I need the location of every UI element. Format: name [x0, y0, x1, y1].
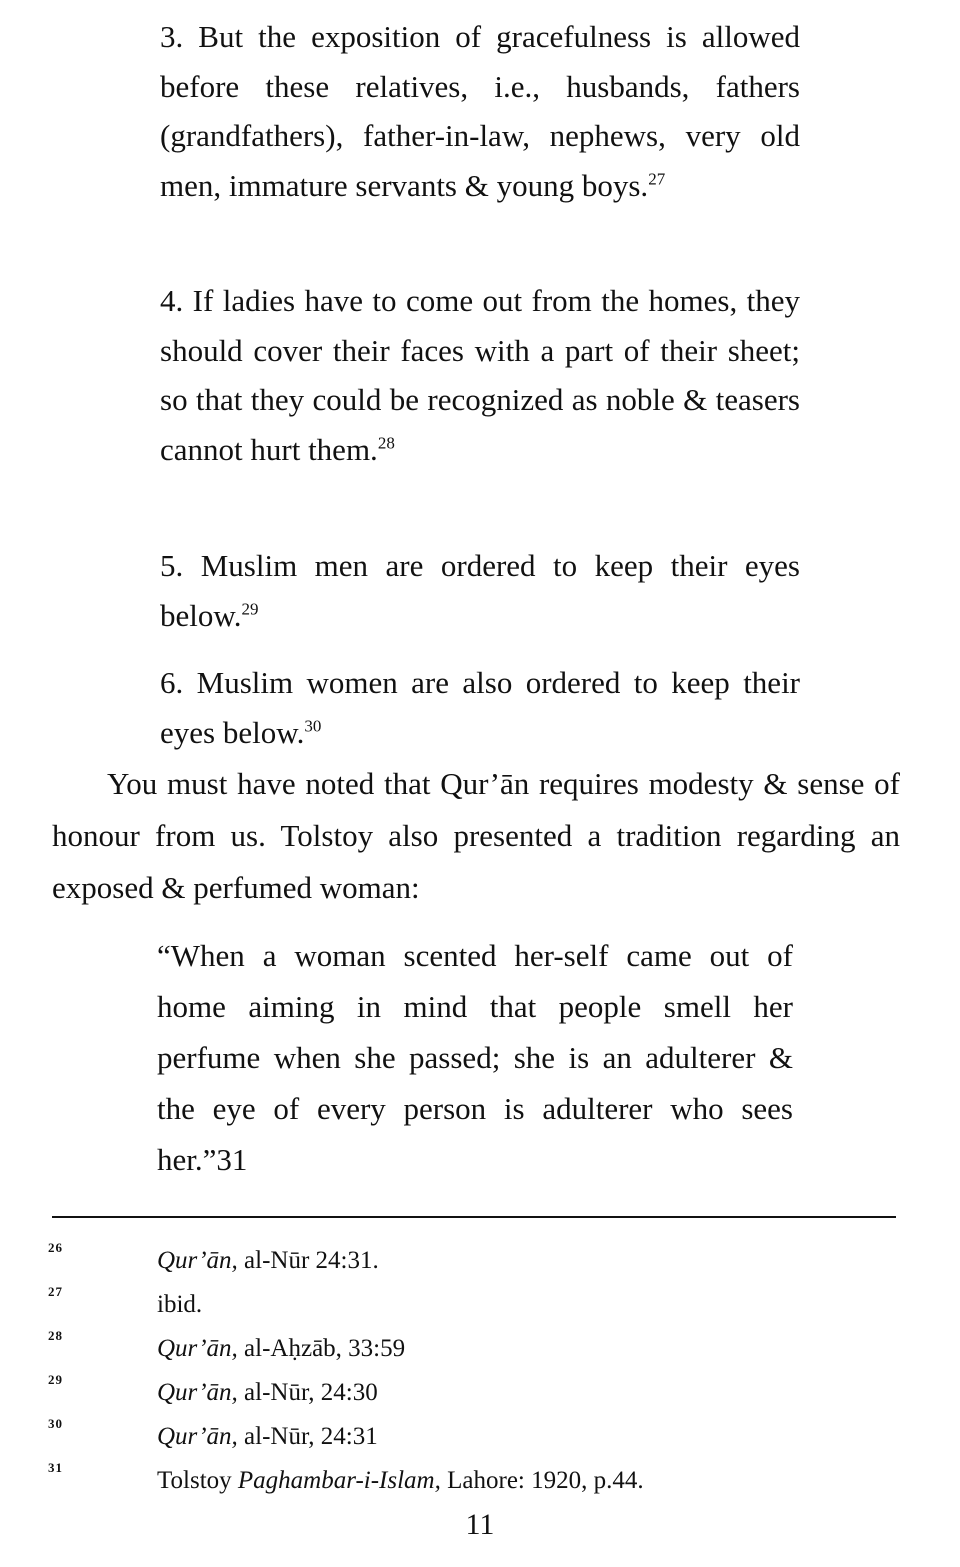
list-item-text: 6. Muslim women are also ordered to keep their eyes below. — [160, 665, 800, 750]
footnote-text: Qur’ān, al-Aḥzāb, 33:59 — [157, 1335, 406, 1362]
footnote-text: Tolstoy Paghambar-i-Islam, Lahore: 1920, p.44. — [157, 1467, 644, 1494]
footnote-number: 30 — [48, 1416, 63, 1431]
footnote-31 — [0, 1460, 960, 1506]
list-item-text: 3. But the exposition of gracefulness is allowed before these relatives, i.e., husbands, fathers (grandfathers), father-in-law, nephews, very old men, immature servants & young boys. — [160, 19, 800, 203]
footnote-27 — [0, 1284, 960, 1330]
list-item-5 — [160, 541, 800, 640]
footnote-divider — [52, 1216, 896, 1218]
footnote-28 — [0, 1328, 960, 1374]
footnote-ref[interactable]: 28 — [377, 433, 395, 453]
footnote-ref[interactable]: 29 — [241, 599, 259, 619]
footnote-number: 28 — [48, 1328, 63, 1343]
footnote-text: Qur’ān, al-Nūr, 24:30 — [157, 1379, 378, 1406]
body-paragraph — [52, 758, 900, 914]
footnote-number: 29 — [48, 1372, 63, 1387]
footnote-text: Qur’ān, al-Nūr 24:31. — [157, 1247, 379, 1274]
footnote-number: 31 — [48, 1460, 63, 1475]
block-quote — [157, 930, 793, 1185]
footnote-30 — [0, 1416, 960, 1462]
list-item-6 — [160, 658, 800, 757]
list-item-text: 5. Muslim men are ordered to keep their eyes below. — [160, 548, 800, 633]
list-item-4 — [160, 276, 800, 474]
list-item-3 — [160, 12, 800, 210]
footnote-text: ibid. — [157, 1291, 203, 1318]
paragraph-text: You must have noted that Qur’ān requires modesty & sense of honour from us. Tolstoy also presented a tradition regarding an exposed & perfumed woman: — [52, 766, 900, 905]
footnote-ref[interactable]: 31 — [216, 1142, 248, 1177]
footnote-number: 27 — [48, 1284, 63, 1299]
page-number: 11 — [465, 1508, 495, 1541]
footnote-number: 26 — [48, 1240, 63, 1255]
list-item-text: 4. If ladies have to come out from the homes, they should cover their faces with a part of their sheet; so that they could be recognized as noble & teasers cannot hurt them. — [160, 283, 800, 467]
footnote-ref[interactable]: 27 — [648, 169, 666, 189]
quote-text: “When a woman scented her-self came out of home aiming in mind that people smell her perfume when she passed; she is an adulterer & the eye of every person is adulterer who sees her.” — [157, 938, 793, 1177]
footnote-26 — [0, 1240, 960, 1286]
footnote-text: Qur’ān, al-Nūr, 24:31 — [157, 1423, 378, 1450]
footnote-ref[interactable]: 30 — [304, 716, 322, 736]
footnote-29 — [0, 1372, 960, 1418]
